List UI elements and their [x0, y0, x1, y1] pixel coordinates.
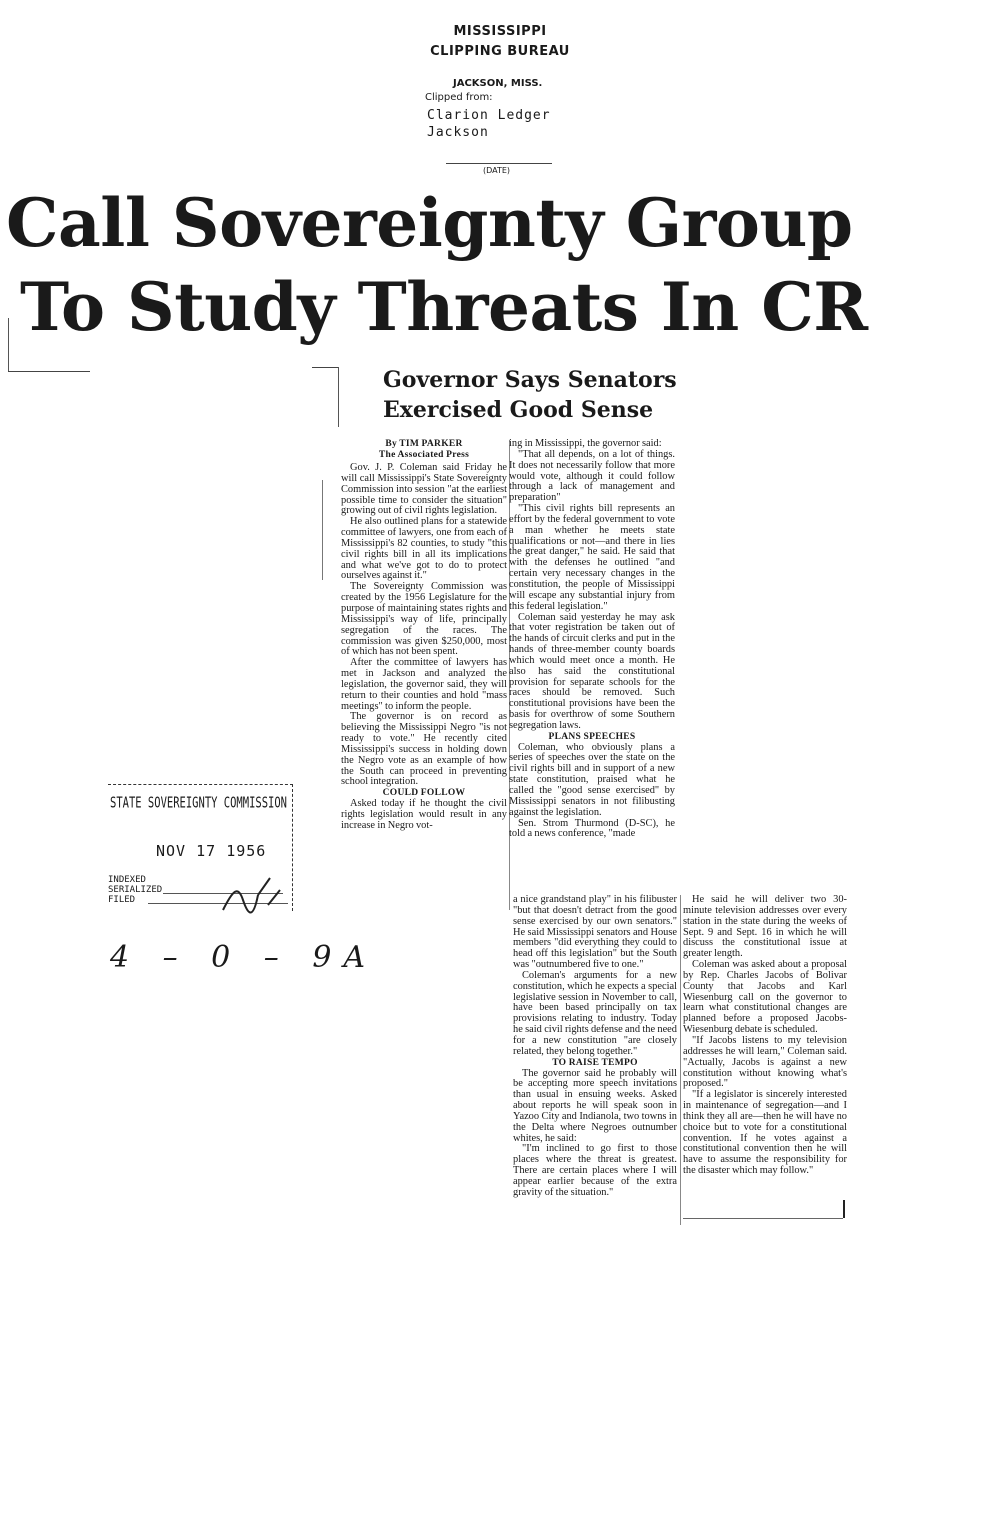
paragraph: Gov. J. P. Coleman said Friday he will call Mississippi's State Sovereignty Commission into session "at the earliest possible time to consider the situation" growing out of civil rights legislation. [341, 462, 507, 517]
paragraph: Asked today if he thought the civil rights legislation would result in any increase in Negro vot- [341, 798, 507, 831]
clipped-from-label: Clipped from: [425, 92, 493, 103]
subhead-plans-speeches: PLANS SPEECHES [548, 731, 636, 742]
paragraph: "That all depends, on a lot of things. It does not necessarily follow that more would vote, although it could follow through a lack of management and preparation" [509, 448, 675, 504]
paper-name: Clarion Ledger [427, 108, 551, 123]
clip-edge-bottom [8, 371, 90, 372]
paragraph: Sen. Strom Thurmond (D-SC), he told a news conference, "made [509, 817, 675, 840]
headline-line1: Call Sovereignty Group [6, 184, 853, 262]
paragraph: "This civil rights bill represents an effort by the federal government to vote a man whether he meets state qualifications or not—and there in lies the great danger," he said. He said that with the defenses he outlined "and certain very necessary changes in the constitution, the people of Mississippi will escape any substantial injury from this federal legislation." [509, 503, 675, 612]
paragraph: "I'm inclined to go first to those places where the threat is greatest. There are certain places where I will appear earlier because of the extra gravity of the situation." [513, 1143, 677, 1198]
handwritten-file-code: 4 – 0 – 9A [110, 940, 378, 975]
date-label: (DATE) [483, 166, 511, 175]
headline-line2: To Study Threats In CR [20, 268, 868, 346]
article-column-2 [509, 439, 675, 840]
stamp-filed: FILED [108, 895, 136, 905]
stamp-serialized: SERIALIZED [108, 885, 163, 895]
margin-mark [322, 480, 323, 580]
paragraph: Coleman was asked about a proposal by Rep. Charles Jacobs of Bolivar County that Jacobs and Karl Wiesenburg call on the governor to learn what constitutional changes are planned before a proposed Jacobs-Wiesenburg debate is scheduled. [683, 959, 847, 1036]
subhead-line2: Exercised Good Sense [383, 397, 654, 423]
paragraph: The Sovereignty Commission was created by the 1956 Legislature for the purpose of maintaining states rights and Mississippi's way of life, principally segregation of the races. The commission was given $250,000, most of which has not been spent. [341, 581, 507, 658]
bureau-name-line2: CLIPPING BUREAU [430, 44, 570, 59]
paragraph: a nice grandstand play" in his filibuster "but that doesn't detract from the good sense exercised by our own senators." He said Mississippi senators and House members "did everything they could to head off this legislation" but the South was "outnumbered five to one." [513, 894, 677, 971]
subhead-line1: Governor Says Senators [383, 367, 677, 393]
bureau-location: JACKSON, MISS. [453, 78, 543, 89]
article-column-3 [513, 895, 677, 1199]
stamp-title: STATE SOVEREIGNTY COMMISSION [110, 795, 288, 812]
paragraph: ing in Mississippi, the governor said: [509, 438, 662, 449]
stamp-date: NOV 17 1956 [156, 842, 267, 860]
paragraph: Coleman said yesterday he may ask that voter registration be taken out of the hands of circuit clerks and put in the hands of three-member county boards which would meet once a month. He also has said the constitutional provision for separate schools for the races should be removed. Such constitutional provisions have been the basis for overthrow of some Southern segregation laws. [509, 611, 675, 731]
bureau-name-line1: MISSISSIPPI [453, 24, 547, 39]
date-line [446, 163, 552, 164]
article-column-1 [341, 439, 507, 832]
subhead-to-raise-tempo: TO RAISE TEMPO [552, 1057, 638, 1068]
paragraph: After the committee of lawyers has met in Jackson and analyzed the legislation, the governor said, they will return to their counties and hold "mass meetings" to inform the people. [341, 657, 507, 712]
signature-scribble [218, 870, 288, 930]
column-rule-3 [680, 895, 681, 1225]
clip-edge-left [8, 318, 9, 372]
clip-edge-right [312, 367, 338, 368]
paragraph: The governor said he probably will be accepting more speech invitations than usual in ensuing weeks. Asked about reports he will speak soon in Yazoo City and Indianola, two towns in the Delta where Negroes outnumber whites, he said: [513, 1067, 677, 1144]
article-end-rule [683, 1218, 843, 1219]
paragraph: He said he will deliver two 30-minute television addresses over every station in the state during the weeks of Sept. 9 and Sept. 16 in which he will discuss the constitutional issue at greater length. [683, 894, 847, 960]
paragraph: "If a legislator is sincerely interested in maintenance of segregation—and I think they all are—then he will have no choice but to vote for a constitutional convention. If he votes against a constitutional convention then he will have to assume the responsibility for the disaster which may follow." [683, 1089, 847, 1177]
byline-author: By TIM PARKER [385, 439, 463, 449]
paragraph: Coleman's arguments for a new constitution, which he expects a special legislative session in November to call, have been based principally on tax provisions relating to industry. Today he said civil rights defense and the need for a new constitution "are closely related, they belong together." [513, 969, 677, 1057]
paragraph: "If Jacobs listens to my television addresses he will learn," Coleman said. "Actually, Jacobs is against a new constitution without knowing what's proposed." [683, 1034, 847, 1090]
byline-agency: The Associated Press [378, 450, 470, 460]
clip-edge-right-vertical [338, 367, 339, 427]
article-column-4 [683, 895, 847, 1177]
paragraph: He also outlined plans for a statewide committee of lawyers, one from each of Mississippi's 82 counties, to study "this civil rights bill in all its implications and what we've got to do to protect ourselves against it." [341, 516, 507, 582]
paper-city: Jackson [427, 125, 489, 140]
subhead-could-follow: COULD FOLLOW [382, 788, 466, 799]
stamp-indexed: INDEXED [108, 875, 146, 885]
paragraph: Coleman, who obviously plans a series of speeches over the state on the civil rights bill and in support of a new state constitution, praised what he called the "good sense exercised" by Mississippi senators in not filibusting against the legislation. [509, 741, 675, 818]
article-end-mark [843, 1200, 845, 1218]
paragraph: The governor is on record as believing the Mississippi Negro "is not ready to vote." He recently cited Mississippi's success in holding down the Negro vote as an example of how the South can proceed in preventing school integration. [341, 711, 507, 788]
